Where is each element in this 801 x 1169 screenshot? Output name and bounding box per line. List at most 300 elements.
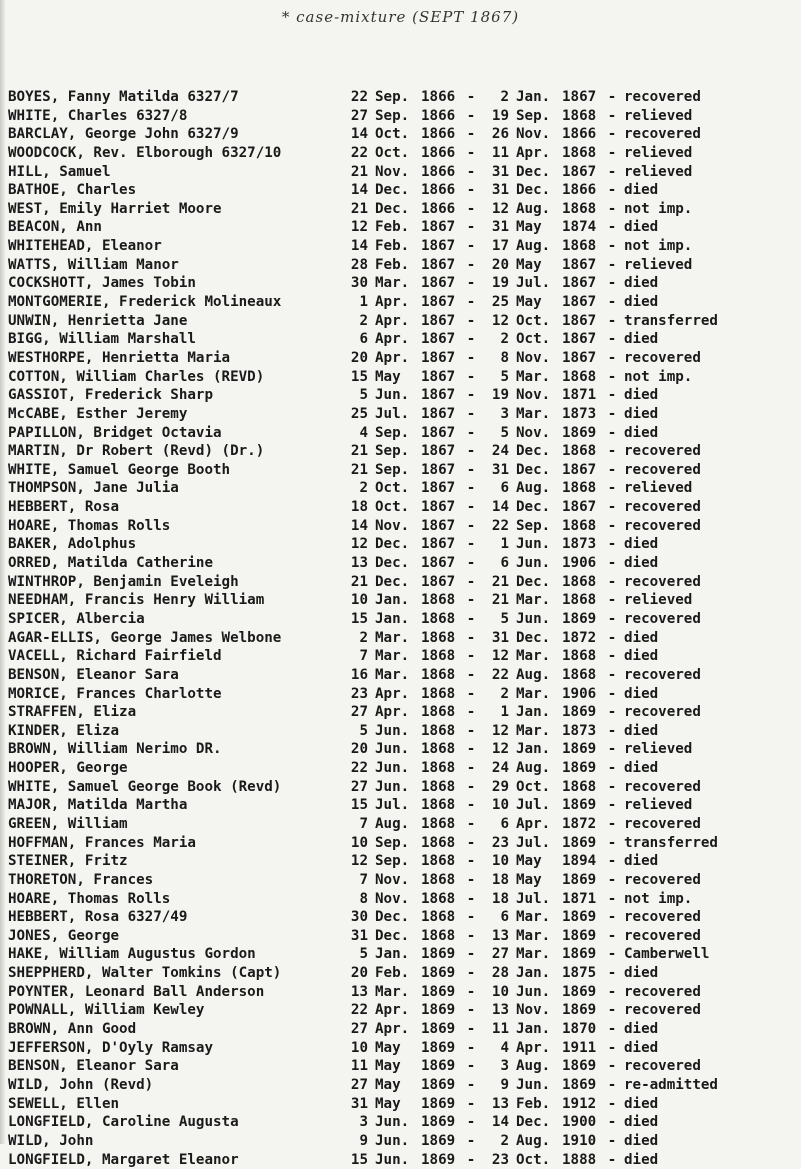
- discharged-day: 23: [491, 834, 509, 851]
- admitted-year: 1869: [421, 1076, 456, 1093]
- date-separator: -: [466, 871, 476, 888]
- admitted-day: 2: [359, 629, 368, 646]
- discharged-month: Aug.: [516, 200, 551, 217]
- admitted-year: 1867: [421, 238, 456, 255]
- admitted-year: 1867: [421, 499, 456, 516]
- register-row: [8, 778, 764, 797]
- date-separator: -: [466, 592, 476, 609]
- discharged-day: 6: [500, 480, 509, 497]
- outcome: recovered: [624, 610, 701, 627]
- discharged-year: 1910: [562, 1132, 597, 1149]
- discharged-month: Nov.: [516, 424, 551, 441]
- admitted-day: 28: [350, 256, 368, 273]
- patient-name: MONTGOMERIE, Frederick Molineaux: [8, 294, 282, 311]
- admitted-year: 1867: [421, 424, 456, 441]
- patient-name: WHITE, Charles 6327/8: [8, 107, 188, 124]
- discharged-day: 20: [491, 256, 509, 273]
- discharged-year: 1866: [562, 126, 597, 143]
- patient-name: McCABE, Esther Jeremy: [8, 405, 188, 422]
- patient-name: LONGFIELD, Margaret Eleanor: [8, 1151, 239, 1168]
- outcome-separator: -: [607, 853, 617, 870]
- patient-name: LONGFIELD, Caroline Augusta: [8, 1114, 239, 1131]
- admitted-month: Apr.: [375, 1002, 410, 1019]
- discharged-month: Jan.: [516, 704, 551, 721]
- outcome: recovered: [624, 666, 701, 683]
- discharged-day: 12: [491, 741, 509, 758]
- discharged-month: Jun.: [516, 610, 551, 627]
- date-separator: -: [466, 200, 476, 217]
- outcome-separator: -: [607, 368, 617, 385]
- date-separator: -: [466, 1002, 476, 1019]
- register-row: [8, 610, 764, 629]
- admitted-month: Feb.: [375, 256, 410, 273]
- discharged-month: Nov.: [516, 1002, 551, 1019]
- discharged-month: Mar.: [516, 592, 551, 609]
- admitted-day: 27: [350, 778, 368, 795]
- admitted-month: May: [375, 368, 401, 385]
- patient-name: HOFFMAN, Frances Maria: [8, 834, 196, 851]
- discharged-day: 19: [491, 275, 509, 292]
- admitted-month: Jun.: [375, 387, 410, 404]
- admitted-year: 1869: [421, 1039, 456, 1056]
- patient-name: GREEN, William: [8, 815, 128, 832]
- discharged-year: 1874: [562, 219, 597, 236]
- outcome: recovered: [624, 778, 701, 795]
- outcome-separator: -: [607, 424, 617, 441]
- date-separator: -: [466, 890, 476, 907]
- discharged-day: 5: [500, 610, 509, 627]
- outcome-separator: -: [607, 890, 617, 907]
- outcome: recovered: [624, 983, 701, 1000]
- outcome: transferred: [624, 834, 718, 851]
- outcome-separator: -: [607, 965, 617, 982]
- admitted-month: Jun.: [375, 722, 410, 739]
- date-separator: -: [466, 760, 476, 777]
- admitted-day: 12: [350, 219, 368, 236]
- discharged-year: 1911: [562, 1039, 597, 1056]
- discharged-month: May: [516, 853, 542, 870]
- admitted-year: 1867: [421, 312, 456, 329]
- date-separator: -: [466, 927, 476, 944]
- outcome-separator: -: [607, 1151, 617, 1168]
- outcome: died: [624, 1151, 659, 1168]
- admitted-year: 1869: [421, 1095, 456, 1112]
- discharged-day: 8: [500, 349, 509, 366]
- outcome: relieved: [624, 741, 693, 758]
- admitted-day: 1: [359, 294, 368, 311]
- outcome-separator: -: [607, 573, 617, 590]
- patient-name: WEST, Emily Harriet Moore: [8, 200, 222, 217]
- admitted-day: 27: [350, 107, 368, 124]
- discharged-year: 1867: [562, 89, 597, 105]
- outcome: died: [624, 1039, 659, 1056]
- patient-name: BAKER, Adolphus: [8, 536, 137, 553]
- admitted-day: 20: [350, 349, 368, 366]
- outcome: recovered: [624, 704, 701, 721]
- outcome-separator: -: [607, 741, 617, 758]
- outcome-separator: -: [607, 1002, 617, 1019]
- discharged-day: 27: [491, 946, 509, 963]
- admitted-day: 14: [350, 182, 368, 199]
- patient-name: BEACON, Ann: [8, 219, 102, 236]
- discharged-year: 1875: [562, 965, 597, 982]
- admitted-month: Nov.: [375, 517, 410, 534]
- outcome: died: [624, 405, 659, 422]
- date-separator: -: [466, 610, 476, 627]
- outcome-separator: -: [607, 461, 617, 478]
- date-separator: -: [466, 424, 476, 441]
- admitted-year: 1868: [421, 610, 456, 627]
- date-separator: -: [466, 349, 476, 366]
- discharged-year: 1867: [562, 275, 597, 292]
- date-separator: -: [466, 815, 476, 832]
- patient-name: WOODCOCK, Rev. Elborough 6327/10: [8, 144, 282, 161]
- register-row: [8, 759, 764, 778]
- outcome-separator: -: [607, 294, 617, 311]
- admitted-day: 10: [350, 834, 368, 851]
- admitted-year: 1868: [421, 871, 456, 888]
- register-row: [8, 554, 764, 573]
- admitted-year: 1866: [421, 200, 456, 217]
- admitted-month: Sep.: [375, 834, 410, 851]
- register-row: [8, 517, 764, 536]
- patient-name: WHITE, Samuel George Booth: [8, 461, 231, 478]
- outcome: died: [624, 294, 659, 311]
- admitted-month: Mar.: [375, 648, 410, 665]
- patient-name: WESTHORPE, Henrietta Maria: [8, 349, 231, 366]
- admitted-year: 1869: [421, 1132, 456, 1149]
- date-separator: -: [466, 834, 476, 851]
- register-row: [8, 1001, 764, 1020]
- admitted-year: 1868: [421, 722, 456, 739]
- admitted-month: Mar.: [375, 666, 410, 683]
- admitted-month: Oct.: [375, 480, 410, 497]
- discharged-year: 1868: [562, 666, 597, 683]
- date-separator: -: [466, 1132, 476, 1149]
- discharged-month: Jul.: [516, 275, 551, 292]
- admitted-month: Sep.: [375, 424, 410, 441]
- outcome: died: [624, 275, 659, 292]
- admitted-month: Jun.: [375, 1132, 410, 1149]
- discharged-month: Mar.: [516, 946, 551, 963]
- date-separator: -: [466, 1039, 476, 1056]
- discharged-day: 18: [491, 890, 509, 907]
- admitted-year: 1867: [421, 536, 456, 553]
- admitted-month: Nov.: [375, 871, 410, 888]
- patient-name: JONES, George: [8, 927, 120, 944]
- outcome: died: [624, 722, 659, 739]
- date-separator: -: [466, 666, 476, 683]
- date-separator: -: [466, 256, 476, 273]
- admitted-month: Sep.: [375, 461, 410, 478]
- outcome-separator: -: [607, 1114, 617, 1131]
- discharged-day: 1: [500, 704, 509, 721]
- outcome-separator: -: [607, 909, 617, 926]
- register-row: [8, 442, 764, 461]
- admitted-year: 1869: [421, 1002, 456, 1019]
- discharged-year: 1894: [562, 853, 597, 870]
- patient-name: STEINER, Fritz: [8, 853, 128, 870]
- patient-name: AGAR-ELLIS, George James Welbone: [8, 629, 282, 646]
- admitted-month: May: [375, 1076, 401, 1093]
- discharged-month: Oct.: [516, 778, 551, 795]
- date-separator: -: [466, 368, 476, 385]
- discharged-day: 19: [491, 107, 509, 124]
- discharged-day: 19: [491, 387, 509, 404]
- discharged-year: 1868: [562, 573, 597, 590]
- admitted-day: 13: [350, 555, 368, 572]
- date-separator: -: [466, 89, 476, 105]
- admitted-year: 1867: [421, 294, 456, 311]
- outcome-separator: -: [607, 666, 617, 683]
- admitted-month: Nov.: [375, 890, 410, 907]
- admitted-year: 1867: [421, 405, 456, 422]
- discharged-year: 1873: [562, 405, 597, 422]
- discharged-month: Jul.: [516, 834, 551, 851]
- discharged-year: 1872: [562, 629, 597, 646]
- outcome-separator: -: [607, 182, 617, 199]
- discharged-year: 1868: [562, 480, 597, 497]
- date-separator: -: [466, 1114, 476, 1131]
- admitted-month: Apr.: [375, 294, 410, 311]
- admitted-day: 9: [359, 1132, 368, 1149]
- patient-name: MARTIN, Dr Robert (Revd) (Dr.): [8, 443, 265, 460]
- outcome: died: [624, 965, 659, 982]
- outcome: died: [624, 648, 659, 665]
- discharged-day: 2: [500, 1132, 509, 1149]
- discharged-day: 21: [491, 592, 509, 609]
- outcome: died: [624, 536, 659, 553]
- admitted-year: 1868: [421, 927, 456, 944]
- admitted-year: 1868: [421, 797, 456, 814]
- outcome: recovered: [624, 461, 701, 478]
- patient-name: SPICER, Albercia: [8, 610, 145, 627]
- date-separator: -: [466, 1095, 476, 1112]
- discharged-year: 1868: [562, 238, 597, 255]
- admitted-year: 1868: [421, 834, 456, 851]
- outcome-separator: -: [607, 312, 617, 329]
- outcome-separator: -: [607, 387, 617, 404]
- admitted-month: Jun.: [375, 760, 410, 777]
- admitted-month: Sep.: [375, 443, 410, 460]
- admitted-month: Sep.: [375, 89, 410, 105]
- admitted-day: 10: [350, 1039, 368, 1056]
- patient-name: HOARE, Thomas Rolls: [8, 517, 171, 534]
- discharged-year: 1912: [562, 1095, 597, 1112]
- admitted-month: Sep.: [375, 107, 410, 124]
- admitted-month: Feb.: [375, 965, 410, 982]
- admitted-month: Feb.: [375, 238, 410, 255]
- admitted-year: 1868: [421, 666, 456, 683]
- discharged-year: 1867: [562, 499, 597, 516]
- discharged-month: Apr.: [516, 1039, 551, 1056]
- admitted-year: 1867: [421, 331, 456, 348]
- patient-name: GASSIOT, Frederick Sharp: [8, 387, 213, 404]
- register-row: [8, 293, 764, 312]
- patient-name: WHITEHEAD, Eleanor: [8, 238, 162, 255]
- patient-name: PAPILLON, Bridget Octavia: [8, 424, 222, 441]
- outcome-separator: -: [607, 685, 617, 702]
- admitted-day: 30: [350, 909, 368, 926]
- admitted-day: 8: [359, 890, 368, 907]
- admitted-year: 1868: [421, 704, 456, 721]
- patient-name: HEBBERT, Rosa: [8, 499, 120, 516]
- admitted-day: 7: [359, 871, 368, 888]
- patient-name: MAJOR, Matilda Martha: [8, 797, 188, 814]
- discharged-day: 12: [491, 722, 509, 739]
- discharged-month: Dec.: [516, 499, 551, 516]
- outcome: died: [624, 685, 659, 702]
- outcome-separator: -: [607, 144, 617, 161]
- outcome: died: [624, 219, 659, 236]
- discharged-month: Dec.: [516, 573, 551, 590]
- discharged-month: Jul.: [516, 890, 551, 907]
- admitted-day: 12: [350, 536, 368, 553]
- outcome-separator: -: [607, 610, 617, 627]
- admitted-month: Dec.: [375, 536, 410, 553]
- discharged-day: 10: [491, 853, 509, 870]
- outcome: transferred: [624, 312, 718, 329]
- admitted-day: 21: [350, 163, 368, 180]
- admitted-month: Dec.: [375, 182, 410, 199]
- outcome: died: [624, 387, 659, 404]
- date-separator: -: [466, 983, 476, 1000]
- discharged-month: May: [516, 294, 542, 311]
- register-row: [8, 703, 764, 722]
- discharged-day: 2: [500, 89, 509, 105]
- date-separator: -: [466, 1058, 476, 1075]
- outcome-separator: -: [607, 275, 617, 292]
- outcome: recovered: [624, 871, 701, 888]
- discharged-month: Jan.: [516, 89, 551, 105]
- discharged-month: Jun.: [516, 1076, 551, 1093]
- discharged-day: 13: [491, 1002, 509, 1019]
- discharged-year: 1869: [562, 797, 597, 814]
- outcome-separator: -: [607, 349, 617, 366]
- admitted-day: 2: [359, 312, 368, 329]
- admitted-month: Dec.: [375, 573, 410, 590]
- discharged-month: Apr.: [516, 815, 551, 832]
- outcome-separator: -: [607, 107, 617, 124]
- discharged-month: Jan.: [516, 741, 551, 758]
- admitted-month: Dec.: [375, 927, 410, 944]
- patient-name: POYNTER, Leonard Ball Anderson: [8, 983, 265, 1000]
- admitted-year: 1867: [421, 555, 456, 572]
- discharged-year: 1871: [562, 890, 597, 907]
- discharged-day: 6: [500, 815, 509, 832]
- patient-name: THOMPSON, Jane Julia: [8, 480, 179, 497]
- admitted-month: Dec.: [375, 555, 410, 572]
- outcome-separator: -: [607, 480, 617, 497]
- outcome-separator: -: [607, 331, 617, 348]
- discharged-year: 1871: [562, 387, 597, 404]
- admitted-year: 1868: [421, 685, 456, 702]
- outcome-separator: -: [607, 238, 617, 255]
- outcome-separator: -: [607, 871, 617, 888]
- admitted-month: Jan.: [375, 592, 410, 609]
- outcome-separator: -: [607, 797, 617, 814]
- register-row: [8, 908, 764, 927]
- outcome-separator: -: [607, 405, 617, 422]
- discharged-month: Aug.: [516, 480, 551, 497]
- admitted-month: Apr.: [375, 331, 410, 348]
- outcome: relieved: [624, 480, 693, 497]
- admitted-month: Apr.: [375, 349, 410, 366]
- discharged-month: Aug.: [516, 666, 551, 683]
- register-row: [8, 424, 764, 443]
- patient-name: COTTON, William Charles (REVD): [8, 368, 265, 385]
- discharged-day: 4: [500, 1039, 509, 1056]
- outcome: not imp.: [624, 368, 693, 385]
- admitted-month: Jun.: [375, 741, 410, 758]
- discharged-year: 1869: [562, 704, 597, 721]
- date-separator: -: [466, 517, 476, 534]
- discharged-day: 12: [491, 200, 509, 217]
- discharged-day: 2: [500, 331, 509, 348]
- outcome-separator: -: [607, 927, 617, 944]
- discharged-day: 14: [491, 1114, 509, 1131]
- outcome-separator: -: [607, 834, 617, 851]
- outcome-separator: -: [607, 946, 617, 963]
- discharged-month: Mar.: [516, 368, 551, 385]
- admitted-day: 21: [350, 200, 368, 217]
- register-row: [8, 200, 764, 219]
- patient-name: HAKE, William Augustus Gordon: [8, 946, 256, 963]
- admitted-day: 10: [350, 592, 368, 609]
- admitted-year: 1869: [421, 1151, 456, 1168]
- register-row: [8, 629, 764, 648]
- admitted-month: Jun.: [375, 1114, 410, 1131]
- outcome-separator: -: [607, 256, 617, 273]
- discharged-day: 11: [491, 1021, 509, 1038]
- admitted-month: Jun.: [375, 778, 410, 795]
- outcome-separator: -: [607, 760, 617, 777]
- outcome: recovered: [624, 517, 701, 534]
- admitted-year: 1868: [421, 760, 456, 777]
- admitted-year: 1869: [421, 1021, 456, 1038]
- admitted-day: 16: [350, 666, 368, 683]
- outcome: died: [624, 182, 659, 199]
- admitted-day: 7: [359, 815, 368, 832]
- discharged-month: Aug.: [516, 238, 551, 255]
- admitted-year: 1867: [421, 480, 456, 497]
- outcome: recovered: [624, 89, 701, 105]
- admitted-day: 14: [350, 126, 368, 143]
- discharged-day: 31: [491, 182, 509, 199]
- admitted-day: 21: [350, 443, 368, 460]
- admitted-month: Mar.: [375, 629, 410, 646]
- outcome: died: [624, 1132, 659, 1149]
- discharged-year: 1867: [562, 461, 597, 478]
- date-separator: -: [466, 946, 476, 963]
- admitted-month: Mar.: [375, 983, 410, 1000]
- discharged-day: 24: [491, 443, 509, 460]
- admitted-year: 1869: [421, 965, 456, 982]
- patient-name: BENSON, Eleanor Sara: [8, 1058, 179, 1075]
- discharged-month: Jan.: [516, 1021, 551, 1038]
- admitted-month: Oct.: [375, 126, 410, 143]
- admitted-month: Apr.: [375, 1021, 410, 1038]
- patient-name: BROWN, Ann Good: [8, 1021, 137, 1038]
- discharged-year: 1900: [562, 1114, 597, 1131]
- date-separator: -: [466, 219, 476, 236]
- admitted-month: Feb.: [375, 219, 410, 236]
- discharged-day: 9: [500, 1076, 509, 1093]
- date-separator: -: [466, 536, 476, 553]
- date-separator: -: [466, 573, 476, 590]
- admitted-year: 1866: [421, 107, 456, 124]
- admitted-day: 3: [359, 1114, 368, 1131]
